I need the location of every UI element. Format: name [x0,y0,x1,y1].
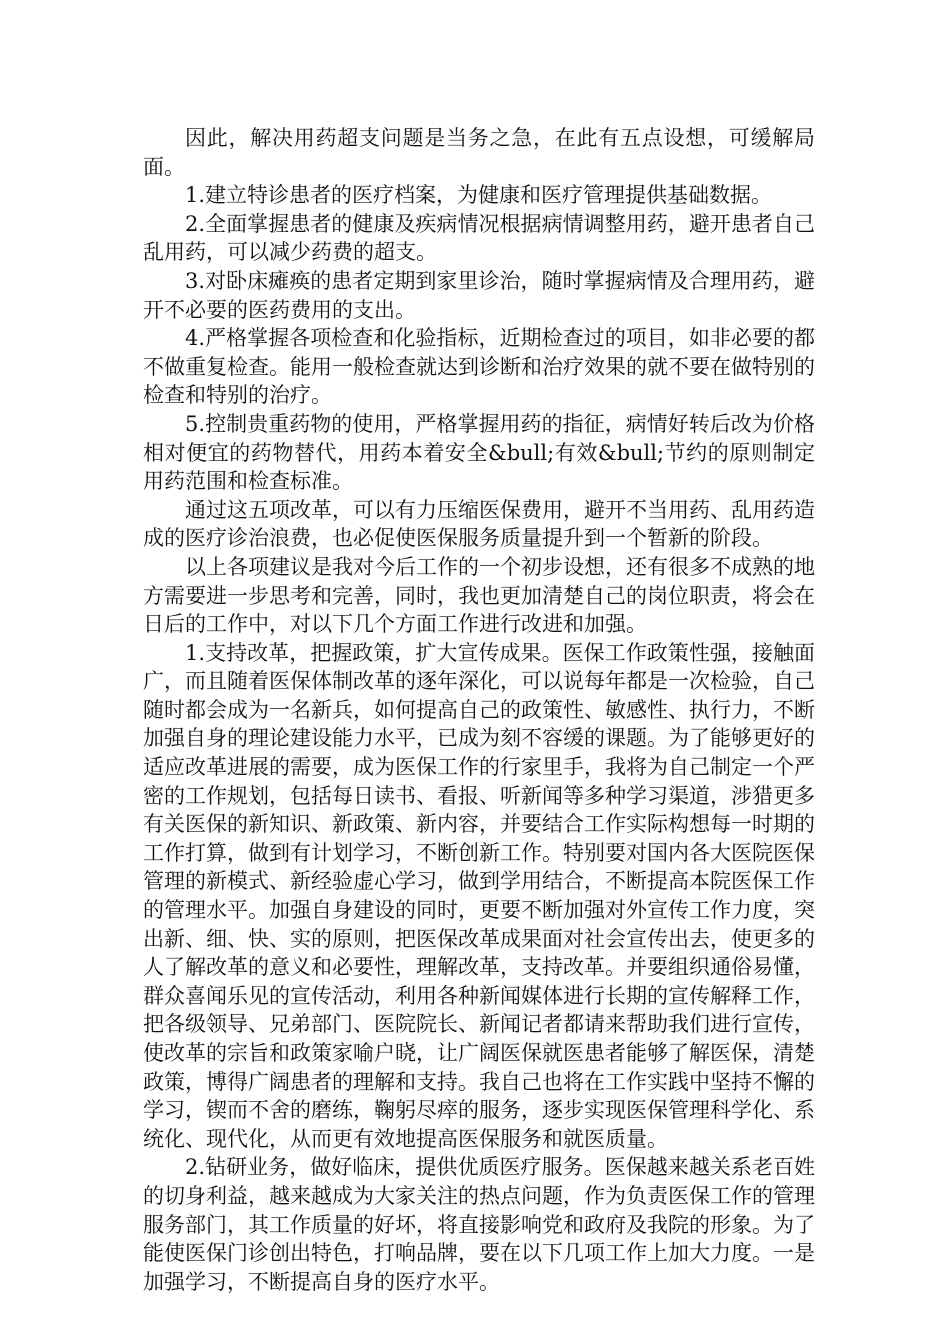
paragraph-transition: 以上各项建议是我对今后工作的一个初步设想，还有很多不成熟的地方需要进一步思考和完善，同时，我也更加清楚自己的岗位职责，将会在日后的工作中，对以下几个方面工作进行改进和加强。 [143,554,815,637]
paragraph-improvement-1: 1.支持改革，把握政策，扩大宣传成果。医保工作政策性强，接触面广，而且随着医保体制改革的逐年深化，可以说每年都是一次检验，自己随时都会成为一名新兵，如何提高自己的政策性、敏感性、执行力，不断加强自身的理论建设能力水平，已成为刻不容缓的课题。为了能够更好的适应改革进展的需要，成为医保工作的行家里手，我将为自己制定一个严密的工作规划，包括每日读书、看报、听新闻等多种学习渠道，涉猎更多有关医保的新知识、新政策、新内容，并要结合工作实际构想每一时期的工作打算，做到有计划学习，不断创新工作。特别要对国内各大医院医保管理的新模式、新经验虚心学习，做到学用结合，不断提高本院医保工作的管理水平。加强自身建设的同时，更要不断加强对外宣传工作力度，突出新、细、快、实的原则，把医保改革成果面对社会宣传出去，使更多的人了解改革的意义和必要性，理解改革，支持改革。并要组织通俗易懂，群众喜闻乐见的宣传活动，利用各种新闻媒体进行长期的宣传解释工作，把各级领导、兄弟部门、医院院长、新闻记者都请来帮助我们进行宣传，使改革的宗旨和政策家喻户晓，让广阔医保就医患者能够了解医保，清楚政策，博得广阔患者的理解和支持。我自己也将在工作实践中坚持不懈的学习，锲而不舍的磨练，鞠躬尽瘁的服务，逐步实现医保管理科学化、系统化、现代化，从而更有效地提高医保服务和就医质量。 [143,640,815,1151]
paragraph-proposal-5: 5.控制贵重药物的使用，严格掌握用药的指征，病情好转后改为价格相对便宜的药物替代，用药本着安全&bull;有效&bull;节约的原则制定用药范围和检查标准。 [143,411,815,494]
paragraph-proposal-3: 3.对卧床瘫痪的患者定期到家里诊治，随时掌握病情及合理用药，避开不必要的医药费用的支出。 [143,268,815,322]
paragraph-proposal-4: 4.严格掌握各项检查和化验指标，近期检查过的项目，如非必要的都不做重复检查。能用一般检查就达到诊断和治疗效果的就不要在做特别的检查和特别的治疗。 [143,326,815,408]
paragraph-proposal-1: 1.建立特诊患者的医疗档案，为健康和医疗管理提供基础数据。 [185,183,773,208]
document-body [143,124,815,1296]
paragraph-improvement-2: 2.钻研业务，做好临床，提供优质医疗服务。医保越来越关系老百姓的切身利益，越来越成为大家关注的热点问题，作为负责医保工作的管理服务部门，其工作质量的好坏，将直接影响党和政府及我院的形象。为了能使医保门诊创出特色，打响品牌，要在以下几项工作上加大力度。一是加强学习，不断提高自身的医疗水平。 [143,1155,815,1294]
paragraph-reform-summary: 通过这五项改革，可以有力压缩医保费用，避开不当用药、乱用药造成的医疗诊治浪费，也必促使医保服务质量提升到一个暂新的阶段。 [143,497,815,551]
paragraph-proposal-2: 2.全面掌握患者的健康及疾病情况根据病情调整用药，避开患者自己乱用药，可以减少药费的超支。 [143,211,815,265]
paragraph-intro: 因此，解决用药超支问题是当务之急，在此有五点设想，可缓解局面。 [143,126,815,179]
